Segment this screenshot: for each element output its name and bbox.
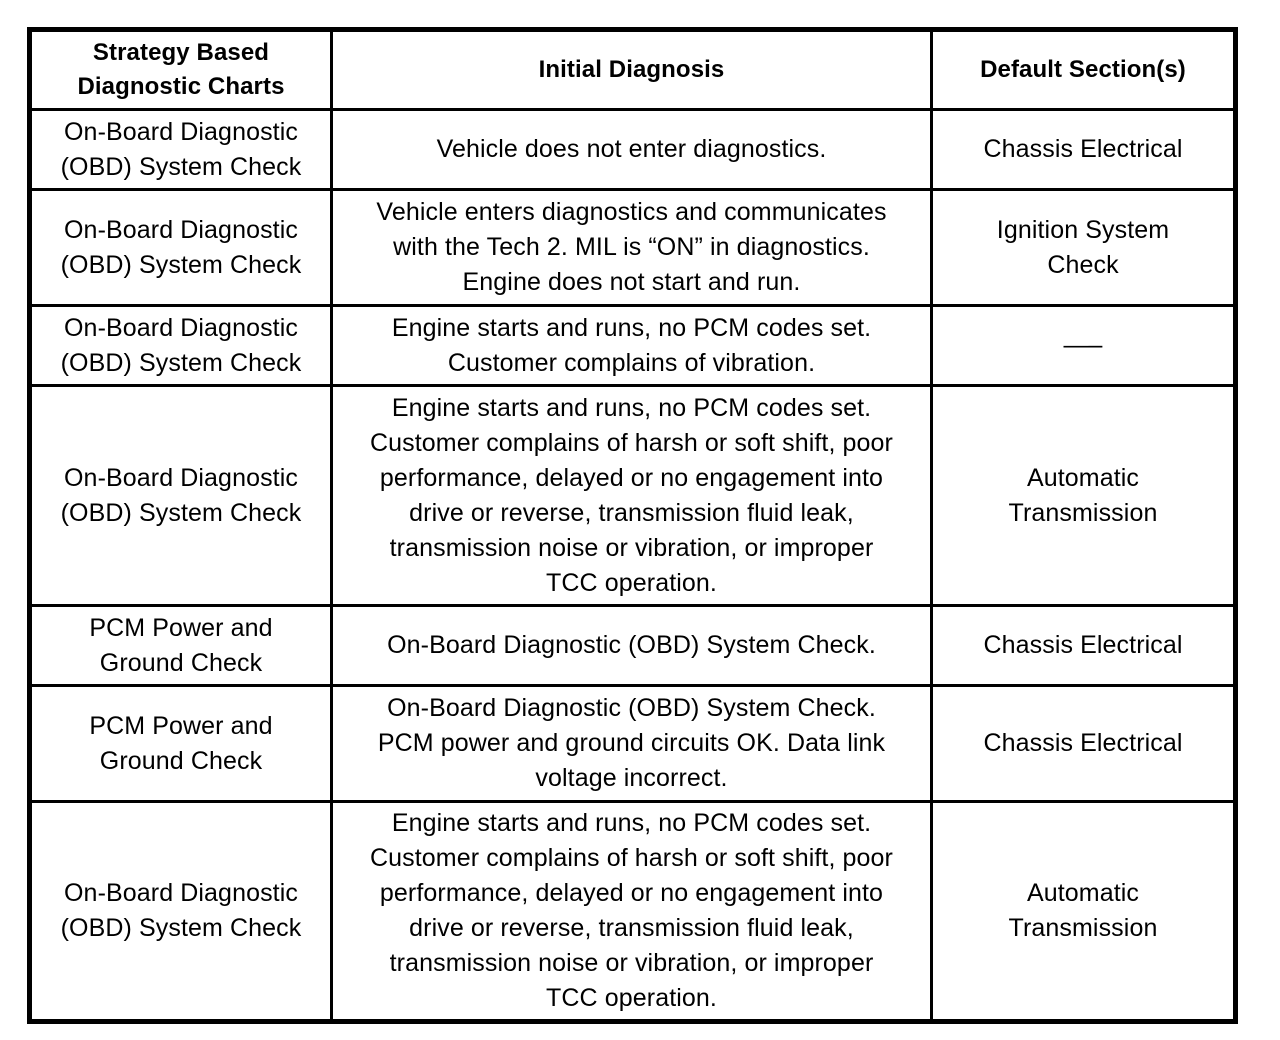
cell-chart: On-Board Diagnostic (OBD) System Check bbox=[30, 802, 332, 1022]
table-row bbox=[30, 606, 1236, 686]
diagnostic-strategy-table bbox=[27, 27, 1238, 1024]
cell-section: Chassis Electrical bbox=[932, 686, 1236, 802]
cell-chart: On-Board Diagnostic (OBD) System Check bbox=[30, 386, 332, 606]
cell-section: Automatic Transmission bbox=[932, 802, 1236, 1022]
table-row bbox=[30, 802, 1236, 1022]
table-header-row bbox=[30, 30, 1236, 110]
column-header-default-sections: Default Section(s) bbox=[932, 30, 1236, 110]
cell-chart: On-Board Diagnostic (OBD) System Check bbox=[30, 306, 332, 386]
column-header-initial-diagnosis: Initial Diagnosis bbox=[332, 30, 932, 110]
cell-chart: On-Board Diagnostic (OBD) System Check bbox=[30, 190, 332, 306]
table-row bbox=[30, 110, 1236, 190]
cell-diagnosis: Engine starts and runs, no PCM codes set. Customer complains of harsh or soft shift, poor performance, delayed or no engagement into drive or reverse, transmission fluid leak, transmission noise or vibration, or improper TCC operation. bbox=[332, 802, 932, 1022]
cell-diagnosis: Engine starts and runs, no PCM codes set. Customer complains of harsh or soft shift, poor performance, delayed or no engagement into drive or reverse, transmission fluid leak, transmission noise or vibration, or improper TCC operation. bbox=[332, 386, 932, 606]
cell-section: Ignition System Check bbox=[932, 190, 1236, 306]
cell-chart: On-Board Diagnostic (OBD) System Check bbox=[30, 110, 332, 190]
table-row bbox=[30, 190, 1236, 306]
table-row bbox=[30, 686, 1236, 802]
column-header-strategy-charts: Strategy Based Diagnostic Charts bbox=[30, 30, 332, 110]
cell-section: Automatic Transmission bbox=[932, 386, 1236, 606]
cell-diagnosis: On-Board Diagnostic (OBD) System Check. bbox=[332, 606, 932, 686]
cell-diagnosis: Engine starts and runs, no PCM codes set. Customer complains of vibration. bbox=[332, 306, 932, 386]
table-row bbox=[30, 386, 1236, 606]
cell-chart: PCM Power and Ground Check bbox=[30, 606, 332, 686]
cell-diagnosis: Vehicle does not enter diagnostics. bbox=[332, 110, 932, 190]
cell-chart: PCM Power and Ground Check bbox=[30, 686, 332, 802]
cell-diagnosis: On-Board Diagnostic (OBD) System Check. PCM power and ground circuits OK. Data link voltage incorrect. bbox=[332, 686, 932, 802]
cell-section: Chassis Electrical bbox=[932, 110, 1236, 190]
table-row bbox=[30, 306, 1236, 386]
cell-diagnosis: Vehicle enters diagnostics and communicates with the Tech 2. MIL is “ON” in diagnostics. Engine does not start and run. bbox=[332, 190, 932, 306]
cell-section: Chassis Electrical bbox=[932, 606, 1236, 686]
cell-section: —– bbox=[932, 306, 1236, 386]
